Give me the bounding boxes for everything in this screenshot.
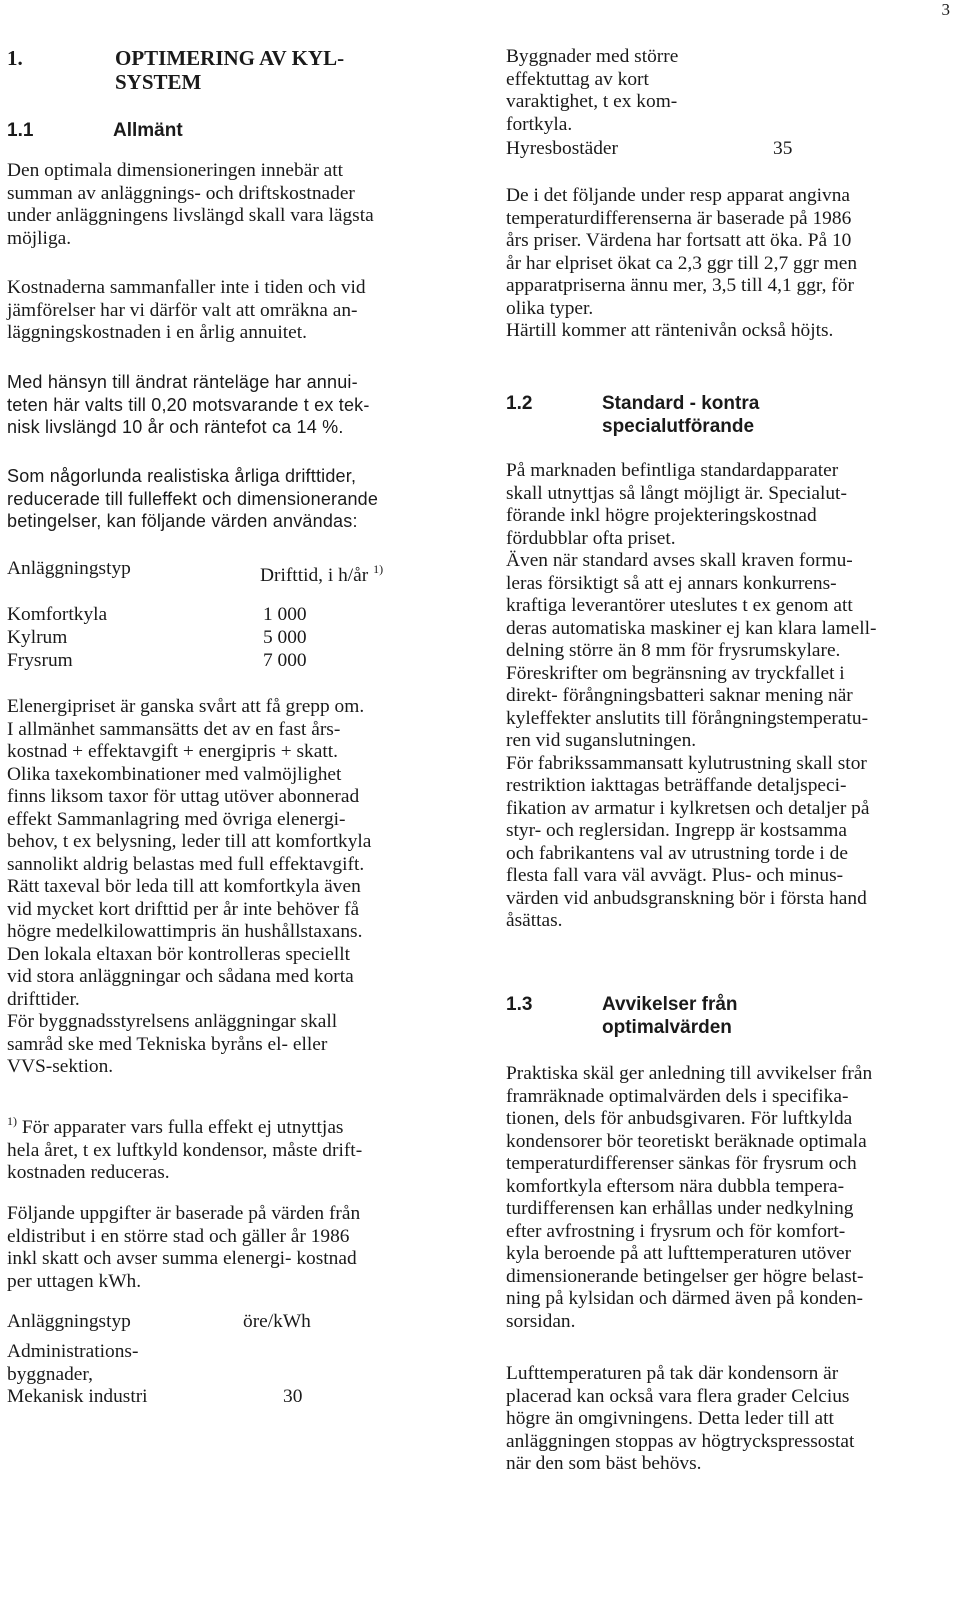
table-cell: 1 000 — [263, 604, 307, 625]
table-cell: Frysrum — [7, 650, 73, 671]
table-cell: Kylrum — [7, 627, 68, 648]
subsection-heading-1-1 — [7, 119, 452, 143]
column-header: Anläggningstyp — [7, 558, 131, 579]
subsection-heading-1-2 — [506, 392, 946, 440]
paragraph: Kostnaderna sammanfaller inte i tiden och vid jämförelser har vi därför valt att omräkna an- läggningskostnaden i en årlig annuitet. — [7, 277, 366, 343]
subsection-title: Standard - kontra specialutförande — [602, 393, 760, 437]
paragraph: På marknaden befintliga standardapparater skall utnyttjas så långt möjligt är. Specialut- förande inkl högre projekteringskostnad fördubblar ofta priset. Även när standard avses skall kraven formu- leras försiktigt så att ej annars konkurrens- kraftiga leverantörer uteslutes t ex genom att deras automatiska maskiner ej kan klara lamell- delning större än 8 mm för frysrumskylare. Föreskrifter om begränsning av tryckfallet i direkt- förångningsbatteri saknar mening när kyleffekter anslutits till förångningstemperatu- ren vid suganslutningen. För fabrikssammansatt kylutrustning skall stor restriktion iakttagas beträffande detaljspeci- fikation av armatur i kylkretsen och detaljer på styr- och reglersidan. Ingrepp är kostsamma och fabrikantens val av utrustning torde i de flesta fall vara väl avvägt. Plus- och minus- värden vid anbudsgranskning bör i första hand åsättas. — [506, 460, 877, 931]
column-header: Anläggningstyp — [7, 1311, 131, 1332]
column-header: öre/kWh — [243, 1311, 311, 1332]
footnote-mark: 1) — [7, 1114, 17, 1128]
footnote — [7, 1110, 362, 1185]
footnote-ref: 1) — [373, 562, 384, 576]
section-number: 1. — [7, 46, 23, 70]
subsection-number: 1.3 — [506, 994, 533, 1015]
table-cell: 30 — [283, 1386, 303, 1407]
subsection-title: Avvikelser från optimalvärden — [602, 994, 738, 1038]
paragraph: Elenergipriset är ganska svårt att få grepp om. I allmänhet sammansätts det av en fast års- kostnad + effektavgift + energipris + skatt. Olika taxekombinationer med valmöjlighet finns liksom taxor för uttag utöver abonnerad effekt Sammanlagring med övriga elenergi- behov, t ex belysning, leder till att komfortkyla sannolikt aldrig belastas med full effektavgift. Rätt taxeval bör leda till att komfortkyla även vid mycket kort drifttid per år inte behöver få högre medelkilowattimpris än hushållstaxans. Den lokala eltaxan bör kontrolleras speciellt vid stora anläggningar och sådana med korta drifttider. För byggnadsstyrelsens anläggningar skall samråd ske med Tekniska byråns el- eller VVS-sektion. — [7, 696, 372, 1077]
table-cell: Byggnader med större effektuttag av kort varaktighet, t ex kom- fortkyla. — [506, 46, 679, 135]
subsection-number: 1.1 — [7, 120, 34, 141]
table-cell: 35 — [773, 138, 793, 159]
column-header-text: Drifttid, i h/år — [260, 565, 369, 586]
paragraph: Följande uppgifter är baserade på värden från eldistribut i en större stad och gäller år 1986 inkl skatt och avser summa elenergi- kostnad per uttagen kWh. — [7, 1203, 361, 1292]
paragraph: Med hänsyn till ändrat ränteläge har annui- teten här valts till 0,20 motsvarande t ex tek- nisk livslängd 10 år och räntefot ca 14 %. — [7, 372, 370, 437]
paragraph: Den optimala dimensioneringen innebär att summan av anläggnings- och driftskostnader under anläggningens livslängd skall vara lägsta möjliga. — [7, 160, 374, 249]
page-number: 3 — [941, 0, 950, 19]
table-row — [7, 1341, 447, 1409]
column-header — [260, 558, 383, 588]
paragraph: Praktiska skäl ger anledning till avvikelser från framräknade optimalvärden dels i specifika- tionen, dels för anbudsgivaren. För luftkylda kondensorer bör teoretiskt beräknade optimala temperaturdifferenser sänkas för frysrum och komfortkyla eftersom nära dubbla tempera- turdifferensen kan erhållas under nedkylning efter avfrostning i frysrum och för komfort- kyla beroende på att lufttemperaturen utöver dimensionerande betingelser ger högre belast- ning på kylsidan och därmed även på konden- sorsidan. — [506, 1063, 873, 1332]
paragraph: Som någorlunda realistiska årliga drifttider, reducerade till fulleffekt och dimensionerande betingelser, kan följande värden användas: — [7, 466, 379, 531]
subsection-title: Allmänt — [113, 120, 183, 141]
table-cell: Hyresbostäder — [506, 138, 618, 159]
subsection-heading-1-3 — [506, 993, 946, 1041]
subsection-number: 1.2 — [506, 393, 533, 414]
section-heading-1 — [7, 46, 452, 96]
table-cell: Komfortkyla — [7, 604, 108, 625]
table-cell: 5 000 — [263, 627, 307, 648]
section-title: OPTIMERING AV KYL- SYSTEM — [115, 46, 345, 94]
table-cell: Administrations- byggnader, Mekanisk industri — [7, 1341, 148, 1407]
footnote-text: För apparater vars fulla effekt ej utnyttjas hela året, t ex luftkyld kondensor, måste drift- kostnaden reduceras. — [7, 1117, 363, 1183]
paragraph: De i det följande under resp apparat angivna temperaturdifferenserna är baserade på 1986 års priser. Värdena har fortsatt att öka. På 10 år har elpriset ökat ca 2,3 ggr till 2,7 ggr men apparatpriserna ännu mer, 3,5 till 4,1 ggr, för olika typer. Härtill kommer att räntenivån också höjts. — [506, 185, 858, 341]
table-cell: 7 000 — [263, 650, 307, 671]
paragraph: Lufttemperaturen på tak där kondensorn är placerad kan också vara flera grader Celcius högre än omgivningens. Detta leder till att anläggningen stoppas av högtryckspressostat när den som bäst behövs. — [506, 1363, 855, 1474]
